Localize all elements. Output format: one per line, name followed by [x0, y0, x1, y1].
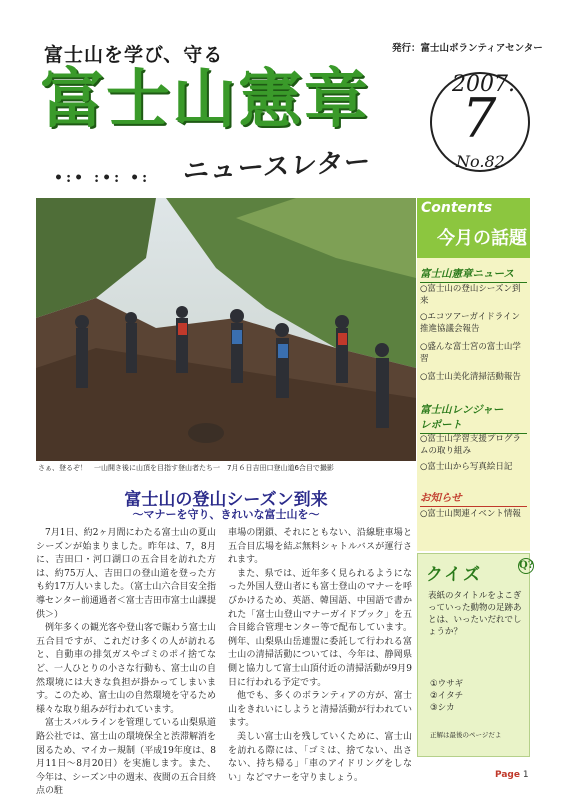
contents-topic: 今月の話題 — [437, 228, 527, 249]
section-notices: お知らせ — [420, 490, 527, 507]
contents-item[interactable]: ○エコツアーガイドライン推進協議会報告 — [420, 312, 520, 334]
publisher: 発行：富士山ボランティアセンター — [392, 43, 543, 54]
article-column-left — [36, 527, 216, 799]
article-paragraph: 美しい富士山を残していくために、富士山を訪れる際には、「ゴミは、捨てない、出さない、持ち帰る」「車のアイドリングをしない」などマナーを守りましょう。 — [228, 731, 412, 783]
section-kensho-news: 富士山憲章ニュース — [420, 266, 527, 283]
contents-item[interactable]: ○富士山美化清掃活動報告 — [420, 372, 521, 382]
article-paragraph: 富士スバルラインを管理している山梨県道路公社では、富士山の環境保全と渋滞解消を図るため、マイカー規制（平成19年度は、8月11日～8月20日）を実施します。また、今年は、シーズン中の週末、夜間の五合目終点の駐 — [36, 718, 217, 797]
quiz-title: クイズ — [426, 565, 482, 585]
article-paragraph: 車場の閉鎖、それにともない、沿線駐車場と五合目広場を結ぶ無料シャトルバスが運行されます。 — [228, 528, 412, 566]
masthead-title: 富士山憲章 — [40, 63, 370, 137]
contents-item[interactable]: ○盛んな富士宮の富士山学習 — [420, 342, 521, 364]
issue-year: 2007. — [452, 72, 515, 97]
contents-item[interactable]: ○富士山の登山シーズン到来 — [420, 284, 521, 306]
contents-item[interactable]: ○富士山から写真絵日記 — [420, 462, 513, 472]
contents-sidebar — [417, 198, 535, 551]
hikers-photo — [36, 198, 416, 461]
issue-number: No.82 — [456, 152, 505, 171]
contents-item[interactable]: ○富士山学習支援プログラムの取り組み — [420, 434, 521, 456]
page-number — [495, 770, 529, 780]
quiz-option[interactable]: ②イタチ — [430, 691, 464, 701]
page-label: Page — [495, 770, 520, 780]
quiz-option[interactable]: ③シカ — [430, 703, 455, 713]
photo-caption: さぁ、登るぞ！ 一山開き後に山頂を目指す登山者たち一 7月６日吉田口登山道6合目で撮影 — [38, 464, 334, 472]
tagline: 富士山を学び、守る — [44, 44, 224, 66]
footprint-dots: •:• :•: •: — [54, 170, 151, 186]
article-paragraph: 例年多くの観光客や登山客で賑わう富士山五合目ですが、これだけ多くの人が訪れると、自動車の排気ガスやゴミのポイ捨てなど、一人ひとりの小さな行動も、富士山の自然環境には大きな負担が掛かってしまいます。このため、富士山の自然環境を守るため様々な取り組みが行われています。 — [36, 623, 217, 715]
article-paragraph: また、県では、近年多く見られるようになった外国人登山者にも富士登山のマナーを呼びかけるため、英語、韓国語、中国語で書かれた「富士山登山マナーガイドブック」を五合目総合管理センター等で配布しています。例年、山梨県山岳連盟に委託して行われる富士山の清掃活動については、今年は、静岡県側と協力して富士山頂付近の清掃活動が9月9日に行われる予定です。 — [228, 568, 412, 688]
quiz-option[interactable]: ①ウサギ — [430, 679, 464, 689]
hikers-photo-illustration — [36, 198, 416, 461]
quiz-question: 表紙のタイトルをよこぎっていった動物の足跡あとは、いったいだれでしょうか？ — [428, 591, 522, 637]
contents-item[interactable]: ○富士山関連イベント情報 — [420, 509, 521, 519]
quiz-box — [417, 553, 534, 757]
article-paragraph: 7月1日、約2ヶ月間にわたる富士山の夏山シーズンが始まりました。昨年は、7，8月に、吉田口・河口湖口の五合目を訪れた方は、約75万人、吉田口の登山道を登った方も約17万人いました。（富士山六合目安全指導センター前通過者＜富士吉田市富士山課提供＞） — [36, 528, 216, 620]
quiz-answer-note: 正解は最後のページだよ — [430, 731, 502, 739]
page-value: 1 — [522, 770, 529, 780]
quiz-options — [430, 678, 463, 714]
question-mark-icon: Q? — [518, 558, 534, 574]
article-subtitle: ～マナーを守り、きれいな富士山を～ — [132, 508, 320, 521]
section-ranger-report: 富士山レンジャー レポート — [420, 402, 527, 434]
article-title: 富士山の登山シーズン到来 — [124, 490, 328, 510]
masthead-subtitle: ニュースレター — [181, 147, 373, 187]
issue-month: 7 — [462, 87, 497, 150]
article-paragraph: 他でも、多くのボランティアの方が、富士山をきれいにしようと清掃活動が行われています。 — [228, 691, 412, 729]
article-column-right — [228, 527, 412, 785]
contents-label: Contents — [421, 200, 493, 216]
